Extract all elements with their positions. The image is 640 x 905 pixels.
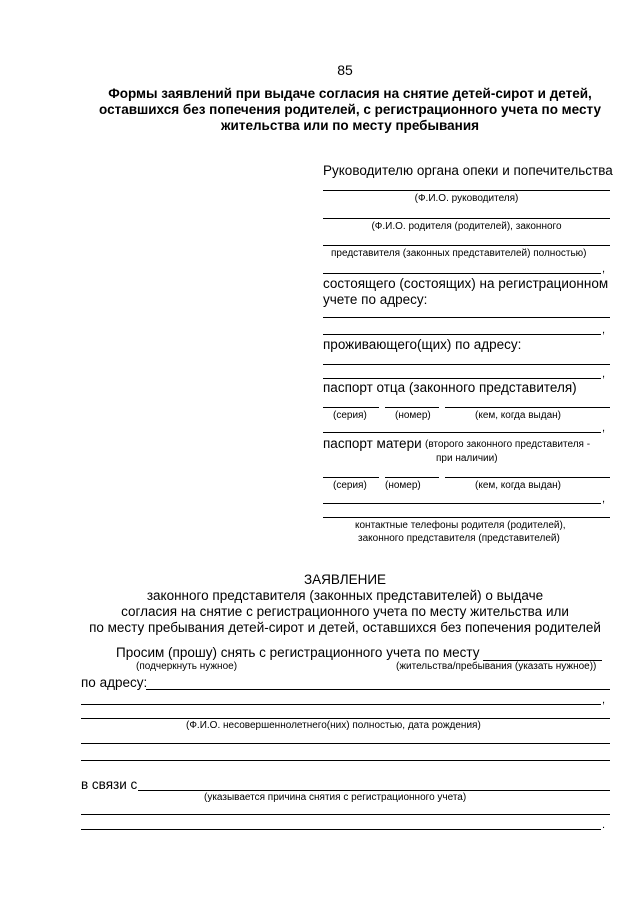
child-fio-hint: (Ф.И.О. несовершеннолетнего(них) полностью, дата рождения)	[186, 720, 481, 731]
address-label: по адресу:	[81, 675, 148, 690]
residence-hint: (жительства/пребывания (указать нужное))	[396, 661, 597, 672]
reason-line[interactable]	[138, 790, 610, 791]
parent-fio-line-2[interactable]	[323, 245, 610, 246]
registered-address-line-2[interactable]	[323, 334, 601, 335]
mother-passport-line-2[interactable]	[323, 503, 601, 504]
child-fio-line-2[interactable]	[81, 743, 610, 744]
address-line-2[interactable]	[81, 704, 601, 705]
living-address-line-1[interactable]	[323, 364, 610, 365]
reason-line-2[interactable]	[81, 814, 610, 815]
underline-hint: (подчеркнуть нужное)	[136, 661, 238, 672]
registered-label-2: учете по адресу:	[323, 292, 428, 307]
statement-subheading-1: законного представителя (законных представителей) о выдаче	[146, 588, 544, 603]
reason-label: в связи с	[81, 777, 138, 792]
mother-number-line[interactable]	[385, 477, 439, 478]
registered-label-1: состоящего (состоящих) на регистрационном	[323, 276, 609, 291]
request-text: Просим (прошу) снять с регистрационного учета по месту	[116, 645, 480, 660]
contacts-hint-2: законного представителя (представителей)	[358, 533, 560, 544]
mother-series-hint: (серия)	[333, 480, 367, 491]
mother-issued-hint: (кем, когда выдан)	[475, 480, 561, 491]
reason-hint: (указывается причина снятия с регистрационного учета)	[204, 792, 467, 803]
father-issued-hint: (кем, когда выдан)	[475, 410, 561, 421]
parent-fio-hint-2: представителя (законных представителей) полностью)	[331, 248, 587, 259]
head-fio-hint: (Ф.И.О. руководителя)	[414, 193, 519, 204]
father-number-hint: (номер)	[395, 410, 431, 421]
statement-subheading-2: согласия на снятие с регистрационного учета по месту жительства или	[121, 604, 569, 619]
mother-series-line[interactable]	[323, 477, 379, 478]
mother-issued-line[interactable]	[445, 477, 610, 478]
mother-passport-note-2: при наличии)	[436, 453, 498, 464]
contacts-line[interactable]	[323, 517, 610, 518]
father-series-hint: (серия)	[333, 410, 367, 421]
parent-fio-hint-1: (Ф.И.О. родителя (родителей), законного	[371, 221, 562, 232]
addressee-label: Руководителю органа опеки и попечительства	[323, 163, 613, 178]
contacts-hint-1: контактные телефоны родителя (родителей),	[355, 520, 566, 531]
page-number: 85	[337, 62, 353, 78]
registered-address-line-1[interactable]	[323, 317, 610, 318]
father-issued-line[interactable]	[445, 407, 610, 408]
father-passport-label: паспорт отца (законного представителя)	[323, 380, 577, 395]
reason-line-3[interactable]	[81, 829, 601, 830]
father-series-line[interactable]	[323, 407, 379, 408]
form-title: Формы заявлений при выдаче согласия на снятие детей-сирот и детей, оставшихся без попечения родителей, с регистрационного учета по месту жительства или по месту пребывания	[99, 86, 601, 133]
mother-passport-label: паспорт матери	[323, 436, 422, 451]
living-address-line-2[interactable]	[323, 378, 601, 379]
mother-passport-note-1: (второго законного представителя -	[425, 439, 591, 450]
child-fio-line-3[interactable]	[81, 760, 610, 761]
parent-fio-line-3[interactable]	[323, 273, 601, 274]
mother-number-hint: (номер)	[385, 480, 421, 491]
living-label: проживающего(щих) по адресу:	[323, 337, 522, 352]
address-line-1[interactable]	[146, 689, 610, 690]
father-passport-line-2[interactable]	[323, 432, 601, 433]
child-fio-line[interactable]	[81, 718, 610, 719]
statement-subheading-3: по месту пребывания детей-сирот и детей, оставшихся без попечения родителей	[89, 620, 601, 635]
parent-fio-line[interactable]	[323, 218, 610, 219]
father-number-line[interactable]	[385, 407, 439, 408]
head-fio-line[interactable]	[323, 190, 610, 191]
statement-heading: ЗАЯВЛЕНИЕ	[303, 572, 387, 587]
